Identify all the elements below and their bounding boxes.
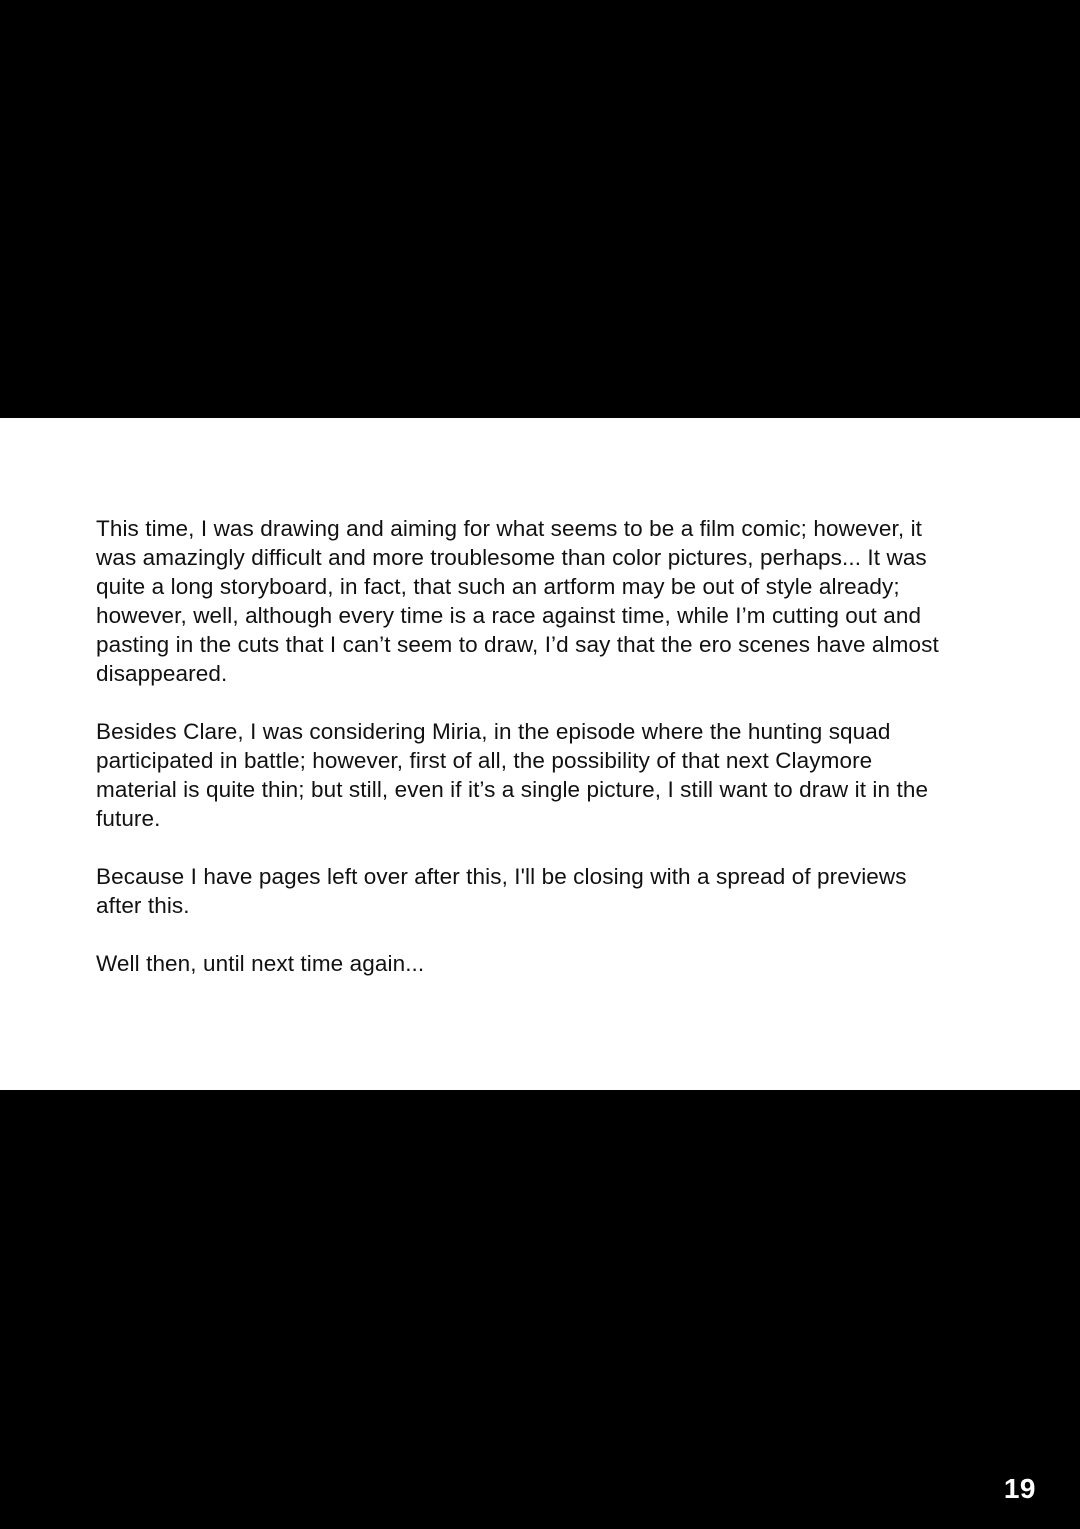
afterword-paragraph-1: This time, I was drawing and aiming for what seems to be a film comic; however, it was amazingly difficult and more troublesome than color pictures, perhaps... It was quite a long storyboard, in fact, that such an artform may be out of style already; however, well, although every time is a race against time, while I’m cutting out and pasting in the cuts that I can’t seem to draw, I’d say that the ero scenes have almost disappeared. (96, 516, 939, 686)
top-black-band (0, 0, 1080, 418)
afterword-panel (0, 418, 1080, 1090)
afterword-paragraph-4: Well then, until next time again... (96, 951, 425, 976)
afterword-paragraph-3: Because I have pages left over after this, I'll be closing with a spread of previews after this. (96, 864, 907, 918)
page-number: 19 (1003, 1473, 1036, 1504)
bottom-black-band (0, 1090, 1080, 1529)
afterword-paragraph-2: Besides Clare, I was considering Miria, in the episode where the hunting squad participated in battle; however, first of all, the possibility of that next Claymore material is quite thin; but still, even if it’s a single picture, I still want to draw it in the future. (96, 719, 929, 831)
